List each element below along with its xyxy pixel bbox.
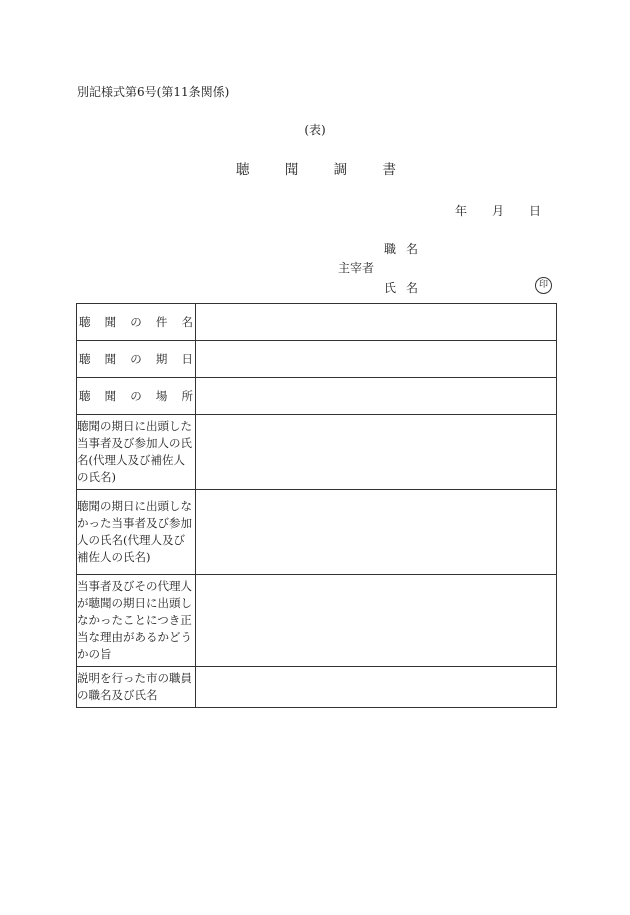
table-row — [77, 415, 557, 490]
row-label-text: 聴聞の期日に出頭しなかった当事者及び参加人の氏名(代理人及び補佐人の氏名) — [77, 499, 192, 564]
label-char: 期 — [155, 352, 168, 366]
label-char: 聞 — [104, 352, 117, 366]
date-line — [455, 202, 541, 219]
row-value[interactable] — [196, 415, 557, 490]
label-char: 所 — [181, 389, 193, 403]
row-label — [77, 575, 196, 667]
label-char: の — [130, 352, 142, 366]
side-label: (表) — [304, 123, 326, 137]
title-char: 調 — [333, 162, 348, 178]
label-char: 名 — [181, 315, 193, 329]
label-char: 件 — [155, 315, 168, 329]
row-value[interactable] — [196, 667, 557, 708]
name-label: 氏名 — [384, 281, 429, 295]
hearing-record-table — [76, 303, 557, 708]
row-value[interactable] — [196, 378, 557, 415]
label-char: の — [130, 389, 142, 403]
table-row — [77, 378, 557, 415]
post-label: 職名 — [384, 242, 429, 256]
document-title — [236, 158, 396, 178]
label-char: 聞 — [104, 389, 117, 403]
row-value[interactable] — [196, 341, 557, 378]
label-char: 日 — [181, 352, 193, 366]
year-label: 年 — [455, 204, 468, 218]
row-label — [77, 378, 196, 415]
table-row — [77, 667, 557, 708]
row-label-text: 聴聞の期日に出頭した当事者及び参加人の氏名(代理人及び補佐人の氏名) — [77, 419, 192, 484]
seal-mark: 印 — [535, 277, 552, 294]
row-label-text: 説明を行った市の職員の職名及び氏名 — [77, 671, 192, 702]
row-label-text: 当事者及びその代理人が聴聞の期日に出頭しなかったことにつき正当な理由があるかどうかの旨 — [77, 579, 192, 661]
label-char: 聴 — [79, 352, 91, 366]
form-reference: 別記様式第6号(第11条関係) — [77, 85, 230, 99]
table-row — [77, 341, 557, 378]
label-char: 聞 — [104, 315, 117, 329]
title-char: 聞 — [284, 162, 299, 178]
row-value[interactable] — [196, 490, 557, 575]
month-label: 月 — [492, 204, 505, 218]
row-label — [77, 667, 196, 708]
title-char: 書 — [382, 162, 396, 178]
row-label — [77, 341, 196, 378]
row-value[interactable] — [196, 575, 557, 667]
label-char: の — [130, 315, 142, 329]
row-label — [77, 490, 196, 575]
row-label — [77, 415, 196, 490]
row-label — [77, 304, 196, 341]
presider-label: 主宰者 — [338, 261, 375, 275]
label-char: 聴 — [79, 389, 91, 403]
table-row — [77, 304, 557, 341]
title-char: 聴 — [236, 162, 250, 178]
table-row — [77, 490, 557, 575]
label-char: 場 — [155, 389, 168, 403]
table-row — [77, 575, 557, 667]
day-label: 日 — [529, 204, 542, 218]
row-value[interactable] — [196, 304, 557, 341]
label-char: 聴 — [79, 315, 91, 329]
